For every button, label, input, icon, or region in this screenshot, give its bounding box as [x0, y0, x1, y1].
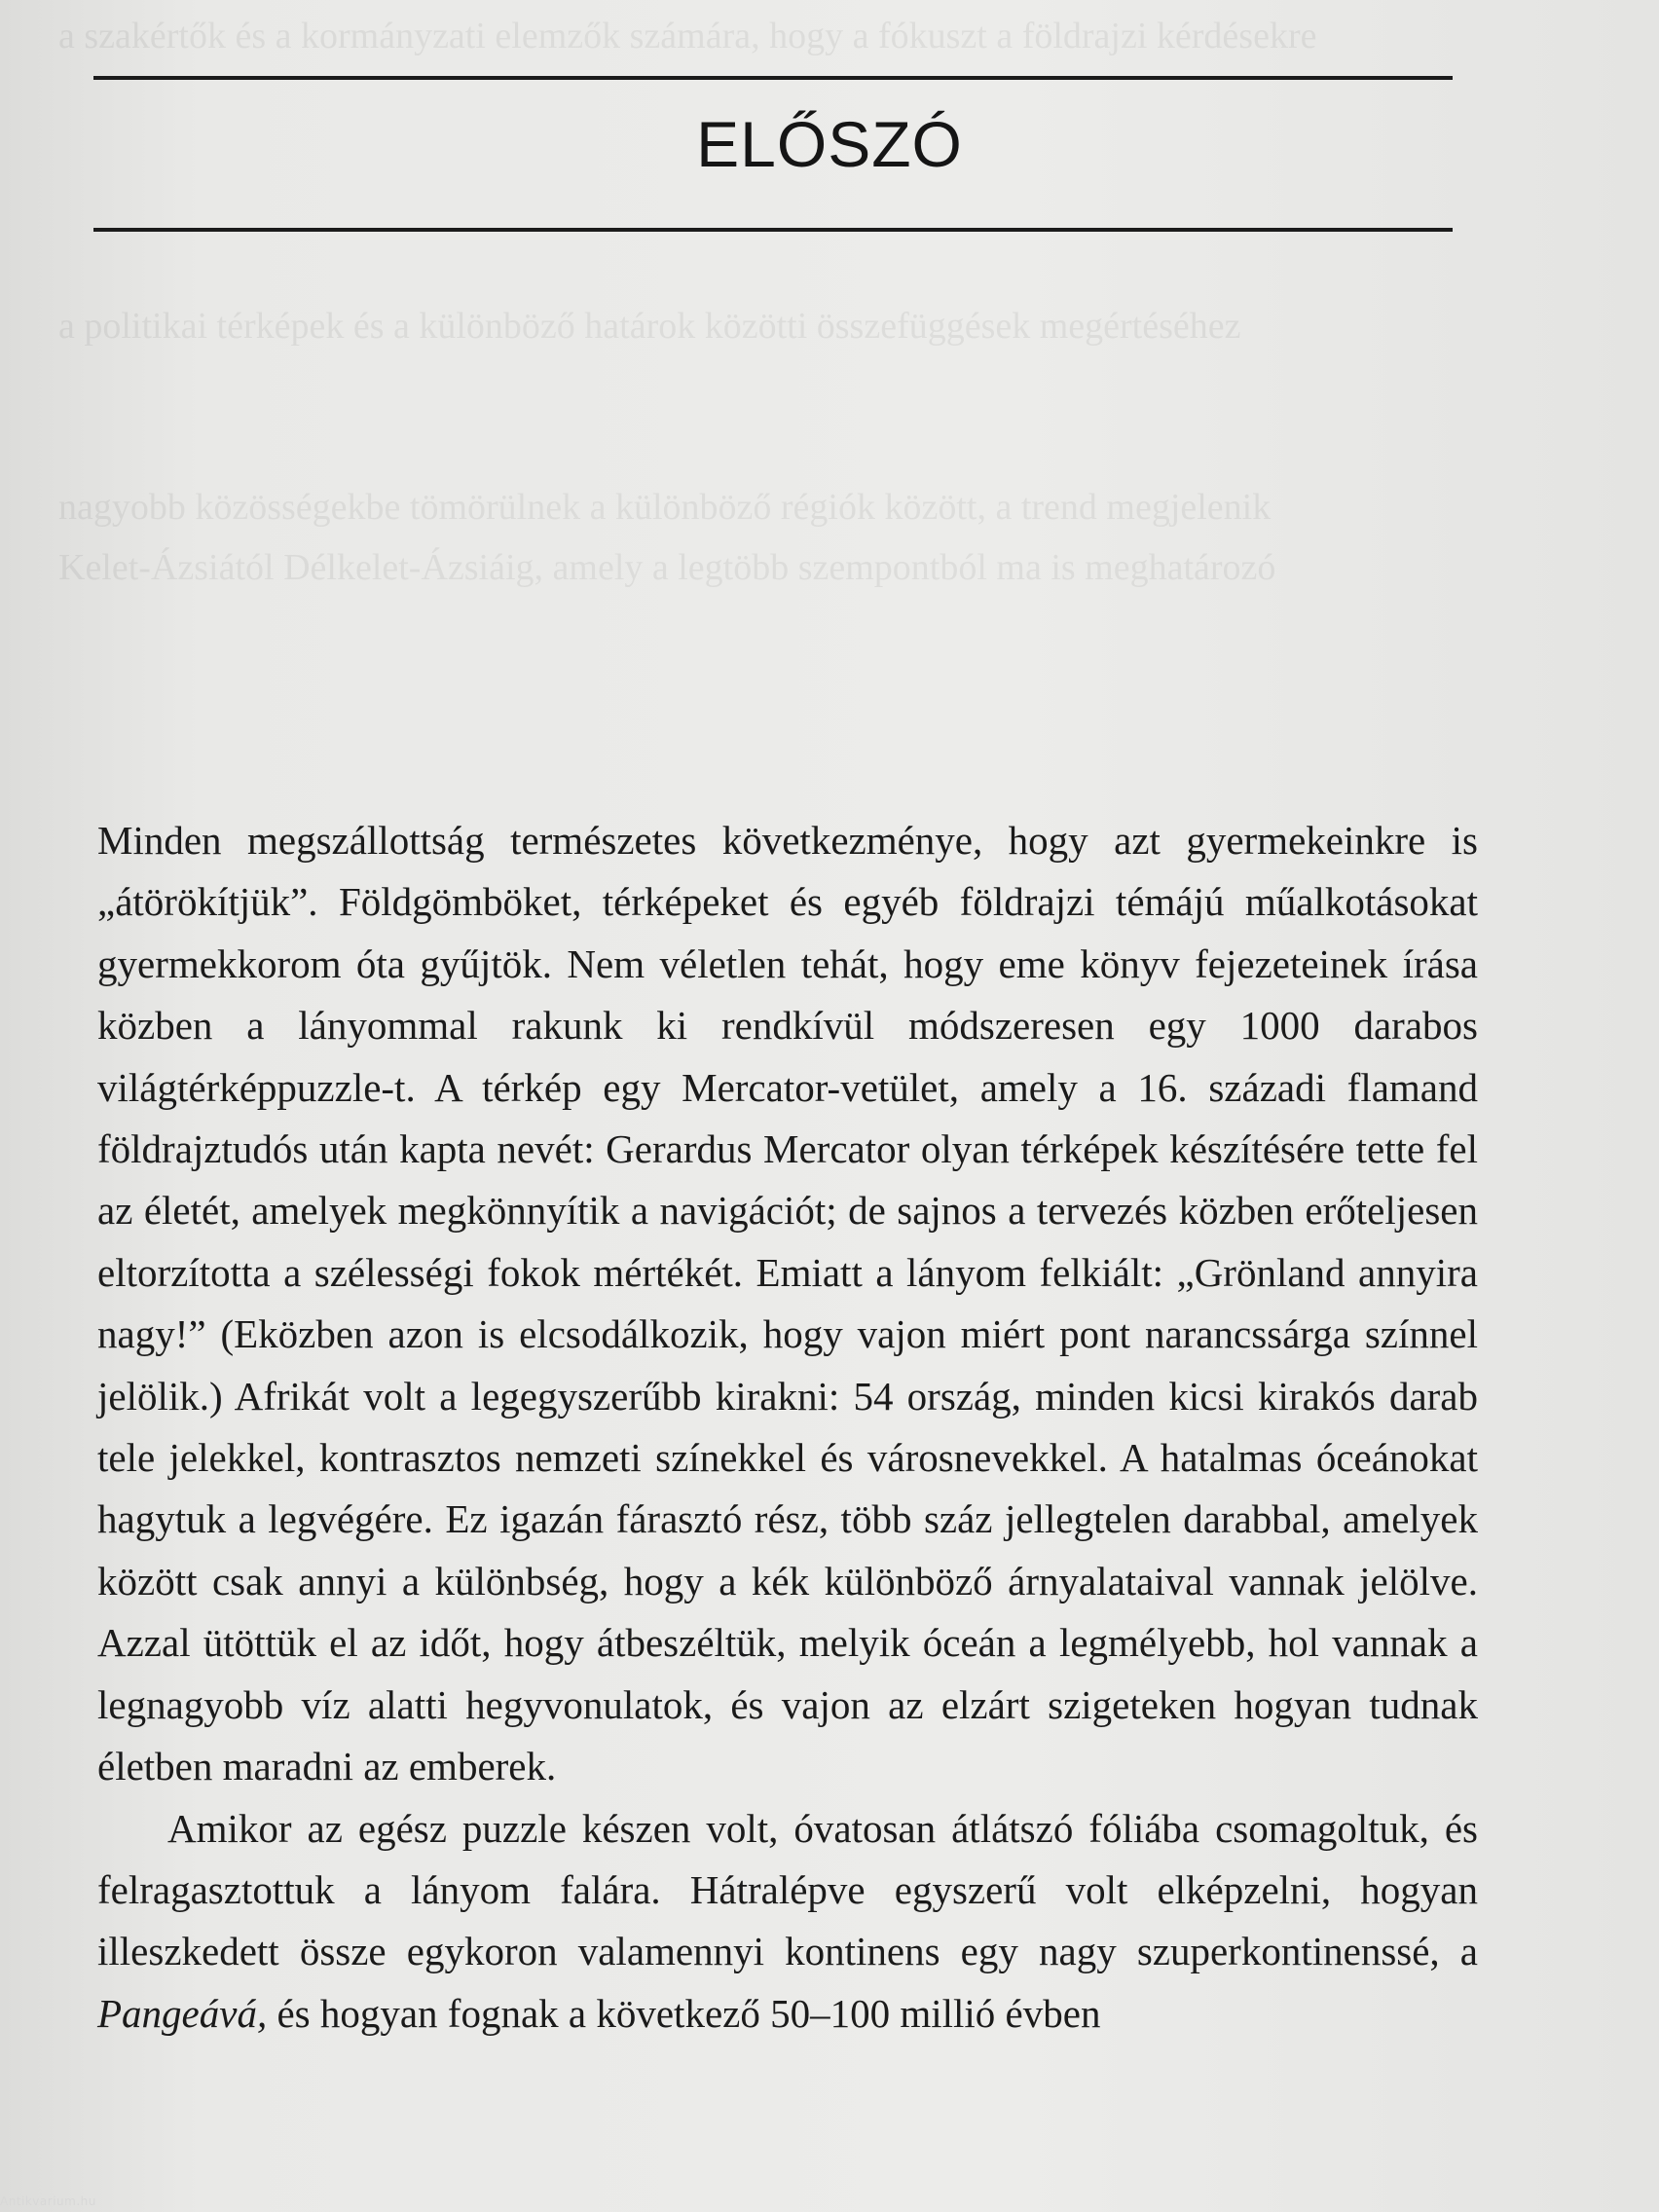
paragraph-2-text-end: és hogyan fognak a következő 50–100 millió évben	[267, 1990, 1101, 2036]
bleed-through-text: a politikai térképek és a különböző határok közötti összefüggések megértéséhez	[58, 306, 1241, 347]
paragraph-2-text: Amikor az egész puzzle készen volt, óvatosan átlátszó fóliába csomagoltuk, és felragasztottuk a lányom falára. Hátralépve egyszerű volt elképzelni, hogyan illeszkedett össze egykoron valamennyi kontinens egy nagy szuperkontinenssé, a	[97, 1805, 1478, 1974]
bleed-through-text: Kelet-Ázsiától Délkelet-Ázsiáig, amely a legtöbb szempontból ma is meghatározó	[58, 547, 1276, 588]
body-text	[97, 810, 1478, 2045]
heading-rule-bottom	[93, 228, 1453, 232]
paragraph-2	[97, 1798, 1478, 2046]
page-title: ELŐSZÓ	[696, 108, 963, 180]
heading-rule-top	[93, 76, 1453, 80]
paragraph-1: Minden megszállottság természetes következménye, hogy azt gyermekeinkre is „átörökítjük”. Földgömböket, térképeket és egyéb földrajzi témájú műalkotásokat gyermekkorom óta gyűjtök. Nem véletlen tehát, hogy eme könyv fejezeteinek írása közben a lányommal rakunk ki rendkívül módszeresen egy 1000 darabos világtérképpuzzle-t. A térkép egy Mercator-vetület, amely a 16. századi flamand földrajztudós után kapta nevét: Gerardus Mercator olyan térképek készítésére tette fel az életét, amelyek megkönnyítik a navigációt; de sajnos a tervezés közben erőteljesen eltorzította a szélességi fokok mértékét. Emiatt a lányom felkiált: „Grönland annyira nagy!” (Eközben azon is elcsodálkozik, hogy vajon miért pont narancssárga színnel jelölik.) Afrikát volt a legegyszerűbb kirakni: 54 ország, minden kicsi kirakós darab tele jelekkel, kontrasztos nemzeti színekkel és városnevekkel. A hatalmas óceánokat hagytuk a legvégére. Ez igazán fárasztó rész, több száz jellegtelen darabbal, amelyek között csak annyi a különbség, hogy a kék különböző árnyalataival vannak jelölve. Azzal ütöttük el az időt, hogy átbeszéltük, melyik óceán a legmélyebb, hol vannak a legnagyobb víz alatti hegyvonulatok, és vajon az elzárt szigeteken hogyan tudnak életben maradni az emberek.	[97, 818, 1478, 1789]
bleed-through-text: a szakértők és a kormányzati elemzők számára, hogy a fókuszt a földrajzi kérdésekre	[58, 16, 1317, 56]
bleed-through-text: nagyobb közösségekbe tömörülnek a különböző régiók között, a trend megjelenik	[58, 487, 1272, 528]
watermark: Antikvarium.hu	[0, 2194, 96, 2208]
paragraph-2-italic: Pangeává,	[97, 1990, 268, 2036]
